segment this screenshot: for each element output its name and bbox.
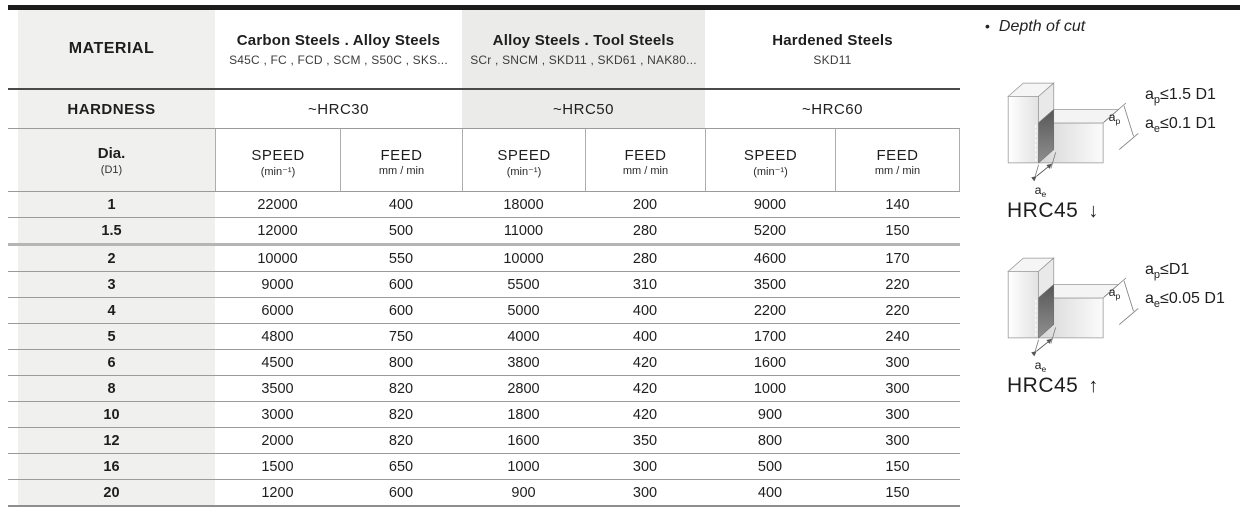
feed-cell: 300 (885, 354, 910, 371)
table-row (8, 350, 960, 376)
feed-cell: 310 (632, 276, 658, 293)
speed-cell: 1700 (753, 328, 787, 345)
bullet-icon: • (985, 18, 990, 34)
table-row (8, 454, 960, 480)
table-row (8, 246, 960, 272)
speed-cell: 1000 (507, 458, 540, 475)
speed-cell: 4800 (261, 328, 294, 345)
column-header-row (8, 129, 960, 192)
table-row (8, 428, 960, 454)
cutting-conditions-table (8, 10, 960, 507)
ap-extension-line (1119, 133, 1138, 149)
dia-cell: 6 (8, 350, 215, 375)
material-group-hardened-steels (705, 10, 960, 88)
section-title: Depth of cut (998, 18, 1086, 35)
dia-cell: 1 (8, 192, 215, 217)
feed-cell: 280 (632, 250, 658, 267)
feed-cell: 820 (388, 380, 414, 397)
dia-cell: 16 (8, 454, 215, 479)
pillar-front-face (1008, 96, 1038, 162)
feed-cell: 220 (885, 276, 910, 293)
workpiece-step-svg (993, 239, 1143, 374)
material-row (8, 10, 960, 90)
ae-extension-line (1034, 340, 1039, 356)
feed-cell: 300 (632, 458, 658, 475)
speed-cell: 1800 (507, 406, 540, 423)
table-row (8, 324, 960, 350)
dia-cell: 5 (8, 324, 215, 349)
speed-cell: 1000 (753, 380, 787, 397)
group-subtitle: SKD11 (813, 52, 852, 67)
speed-cell: 5000 (507, 302, 540, 319)
ap-condition: $a_p\le D1$ (1145, 261, 1190, 282)
ae-condition: $a_e\le 0.05$ D1 (1145, 290, 1225, 311)
dia-header-cell (8, 129, 215, 191)
dia-cell: 4 (8, 298, 215, 323)
feed-cell: 400 (388, 196, 414, 213)
feed-cell: 650 (388, 458, 414, 475)
speed-cell: 400 (757, 484, 783, 501)
speed-cell: 4500 (261, 354, 294, 371)
speed-cell: 18000 (503, 196, 544, 213)
conditions (1145, 64, 1216, 199)
speed-cell: 1600 (507, 432, 540, 449)
section-heading (985, 18, 1247, 36)
feed-cell: 220 (885, 302, 910, 319)
group-title: Hardened Steels (772, 31, 893, 49)
workpiece-step-svg (993, 64, 1143, 199)
ap-dim-label: $a_p$ (1108, 110, 1121, 126)
ae-extension-line (1034, 165, 1039, 181)
conditions (1145, 239, 1225, 374)
speed-cell: 2800 (507, 380, 540, 397)
feed-cell: 150 (885, 484, 910, 501)
dia-cell: 20 (8, 480, 215, 505)
feed-unit: mm / min (874, 165, 921, 177)
hardness-label: HARDNESS (67, 100, 156, 118)
feed-cell: 800 (388, 354, 414, 371)
speed-label: SPEED (497, 146, 551, 164)
feed-unit: mm / min (378, 165, 425, 177)
group-title: Alloy Steels . Tool Steels (492, 31, 675, 49)
ae-dim-label: $a_e$ (1034, 183, 1047, 199)
ap-condition: $a_p\le 1.5$ D1 (1145, 86, 1216, 107)
feed-cell: 300 (885, 380, 910, 397)
feed-cell: 170 (885, 250, 910, 267)
speed-cell: 4000 (507, 328, 540, 345)
speed-cell: 6000 (261, 302, 294, 319)
feed-cell: 350 (632, 432, 658, 449)
speed-cell: 900 (757, 406, 783, 423)
feed-column-header (835, 129, 960, 191)
dia-cell: 1.5 (8, 218, 215, 243)
speed-column-header (215, 129, 340, 191)
ap-dimension-line (1124, 106, 1133, 136)
speed-unit: (min⁻¹) (506, 165, 542, 178)
speed-cell: 22000 (257, 196, 298, 213)
speed-cell: 11000 (503, 222, 544, 239)
feed-cell: 200 (632, 196, 658, 213)
hrc-label: HRC45 ↓ (1007, 199, 1099, 222)
table-rows (8, 192, 960, 507)
speed-cell: 1500 (261, 458, 294, 475)
feed-unit: mm / min (622, 165, 669, 177)
dia-sublabel: (D1) (100, 163, 123, 176)
feed-cell: 600 (388, 276, 414, 293)
table-row (8, 192, 960, 218)
speed-cell: 5200 (753, 222, 787, 239)
depth-of-cut-panel (985, 18, 1247, 398)
speed-column-header (705, 129, 835, 191)
dia-cell: 10 (8, 402, 215, 427)
speed-unit: (min⁻¹) (753, 165, 788, 178)
material-header-cell (8, 10, 215, 88)
hardness-value: ~HRC30 (308, 100, 369, 118)
feed-cell: 500 (388, 222, 414, 239)
group-subtitle: S45C , FC , FCD , SCM , S50C , SKS... (229, 52, 448, 67)
speed-unit: (min⁻¹) (260, 165, 296, 178)
speed-cell: 9000 (753, 196, 787, 213)
feed-cell: 140 (885, 196, 910, 213)
dia-cell: 12 (8, 428, 215, 453)
feed-cell: 400 (632, 328, 658, 345)
ae-dimension-arrow (1037, 339, 1052, 351)
feed-cell: 750 (388, 328, 414, 345)
feed-column-header (585, 129, 705, 191)
hardness-row (8, 90, 960, 129)
table-row (8, 218, 960, 246)
table-row (8, 298, 960, 324)
ae-condition: $a_e\le 0.1$ D1 (1145, 115, 1216, 136)
speed-label: SPEED (251, 146, 305, 164)
feed-cell: 420 (632, 380, 658, 397)
dia-cell: 8 (8, 376, 215, 401)
feed-cell: 240 (885, 328, 910, 345)
feed-cell: 300 (885, 432, 910, 449)
speed-cell: 2000 (261, 432, 294, 449)
speed-cell: 1600 (753, 354, 787, 371)
speed-cell: 2200 (753, 302, 787, 319)
feed-label: FEED (380, 147, 423, 164)
dia-cell: 2 (8, 246, 215, 271)
table-row (8, 272, 960, 298)
hardness-value: ~HRC60 (802, 100, 863, 118)
depth-diagram-rough (993, 64, 1247, 223)
feed-cell: 420 (632, 354, 658, 371)
ap-extension-line (1119, 308, 1138, 324)
speed-label: SPEED (743, 146, 798, 164)
feed-cell: 820 (388, 432, 414, 449)
ap-dimension-line (1124, 281, 1133, 311)
feed-cell: 300 (632, 484, 658, 501)
material-group-alloy-tool-steels (462, 10, 705, 88)
hardness-header-cell (8, 90, 215, 128)
material-group-carbon-steels (215, 10, 462, 88)
feed-cell: 400 (632, 302, 658, 319)
material-label: MATERIAL (68, 40, 155, 57)
feed-cell: 600 (388, 302, 414, 319)
hrc-label: HRC45 ↑ (1007, 374, 1099, 397)
feed-cell: 820 (388, 406, 414, 423)
speed-cell: 10000 (503, 250, 544, 267)
dia-cell: 3 (8, 272, 215, 297)
speed-cell: 900 (511, 484, 536, 501)
ap-dim-label: $a_p$ (1108, 285, 1121, 301)
feed-cell: 300 (885, 406, 910, 423)
speed-cell: 1200 (261, 484, 294, 501)
pillar-front-face (1008, 271, 1038, 337)
feed-label: FEED (876, 147, 919, 164)
up-arrow-icon: ↑ (1088, 374, 1099, 397)
speed-cell: 800 (757, 432, 783, 449)
speed-cell: 3000 (261, 406, 294, 423)
feed-label: FEED (624, 147, 667, 164)
speed-cell: 3500 (753, 276, 787, 293)
speed-column-header (462, 129, 585, 191)
dia-label: Dia. (97, 144, 126, 162)
down-arrow-icon: ↓ (1088, 199, 1099, 222)
ae-dim-label: $a_e$ (1034, 358, 1047, 374)
table-row (8, 376, 960, 402)
ae-dimension-arrow (1037, 164, 1052, 176)
hardness-value: ~HRC50 (462, 90, 705, 128)
feed-cell: 550 (388, 250, 414, 267)
speed-cell: 3800 (507, 354, 540, 371)
speed-cell: 500 (757, 458, 783, 475)
speed-cell: 10000 (257, 250, 298, 267)
speed-cell: 4600 (753, 250, 787, 267)
depth-diagram-finish (993, 239, 1247, 398)
group-subtitle: SCr , SNCM , SKD11 , SKD61 , NAK80... (470, 52, 697, 67)
speed-cell: 9000 (261, 276, 294, 293)
speed-cell: 12000 (257, 222, 298, 239)
table-row (8, 402, 960, 428)
feed-column-header (340, 129, 462, 191)
table-row (8, 480, 960, 507)
speed-cell: 3500 (261, 380, 294, 397)
feed-cell: 150 (885, 222, 910, 239)
feed-cell: 420 (632, 406, 658, 423)
group-title: Carbon Steels . Alloy Steels (236, 31, 441, 49)
feed-cell: 150 (885, 458, 910, 475)
feed-cell: 600 (388, 484, 414, 501)
speed-cell: 5500 (507, 276, 540, 293)
feed-cell: 280 (632, 222, 658, 239)
